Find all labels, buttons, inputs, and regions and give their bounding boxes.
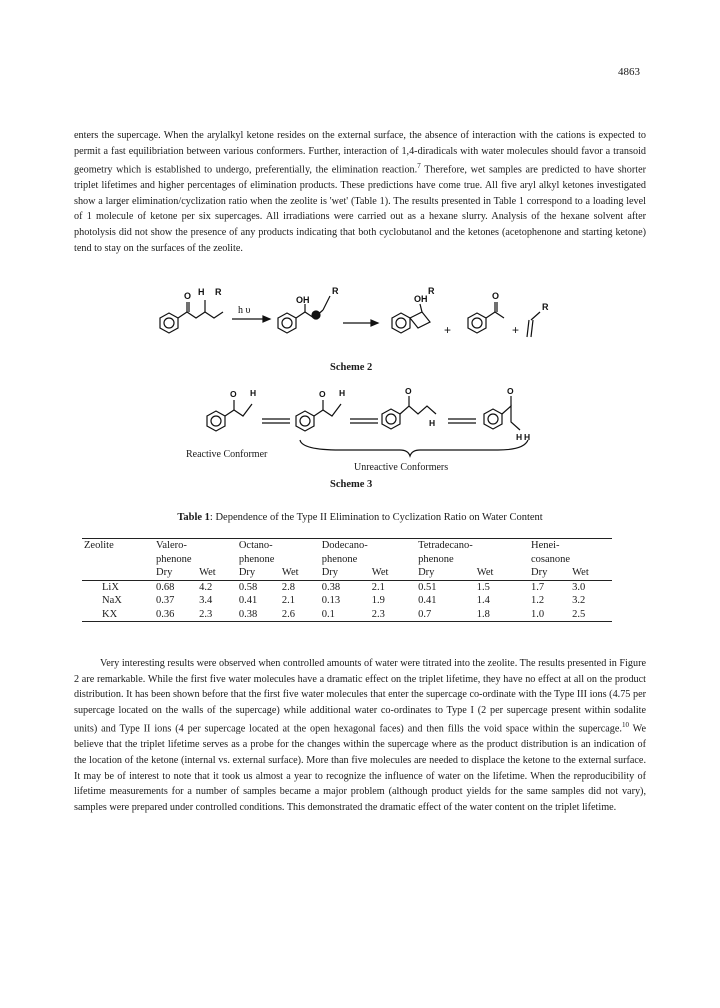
atom-label: O <box>492 291 500 301</box>
atom-label: R <box>215 287 222 297</box>
atom-label: O <box>184 291 192 301</box>
zeolite-header: Zeolite <box>82 539 154 553</box>
scheme-2-label: Scheme 2 <box>330 362 373 373</box>
value-cell: 0.37 <box>156 595 175 607</box>
body-paragraph-1 <box>74 128 646 256</box>
compound-header: phenone <box>156 553 192 565</box>
table-caption-text: : Dependence of the Type II Elimination to Cyclization Ratio on Water Content <box>209 512 543 523</box>
dry-header: Dry <box>416 566 475 580</box>
unreactive-brace <box>300 440 528 456</box>
atom-label: H <box>250 388 257 398</box>
value-cell: 0.36 <box>154 608 197 622</box>
conformer-molecule <box>207 400 252 431</box>
hv-label: h υ <box>238 305 251 316</box>
value-cell: 3.4 <box>199 595 213 607</box>
value-cell: 2.1 <box>371 581 385 593</box>
cyclobutanol-molecule <box>392 304 430 333</box>
reactive-conformer-label: Reactive Conformer <box>186 449 268 460</box>
zeolite-cell: NaX <box>102 595 122 607</box>
compound-header: Henei- <box>529 539 612 553</box>
value-cell: 1.7 <box>530 581 545 593</box>
wet-header: Wet <box>570 566 612 580</box>
conformer-molecule <box>382 396 436 429</box>
table-row <box>82 594 612 608</box>
atom-label: O <box>319 389 326 399</box>
reference-superscript: 7 <box>417 162 421 171</box>
value-cell: 3.0 <box>572 581 586 593</box>
table-caption <box>0 512 720 523</box>
paragraph-text: Therefore, wet samples are predicted to have shorter triplet lifetimes and higher percentages of elimination products. These predictions have come true. All five aryl alkyl ketones investigated show a larger elimination/cyclization ratio when the zeolite is 'wet' (Table 1). The results presented in Table 1 correspond to a loading level of 1 molecule of ketone per six supercages. All irradiations were carried out as a hexane slurry. Analysis of the hexane solvent after photolysis did not show the presence of any products indicating that both cyclobutanol and the ketones (acetophenone and starting ketone) tend to stay on the surfaces of the zeolite. <box>74 164 646 254</box>
conformer-molecule <box>484 396 520 430</box>
atom-label: OH <box>414 294 428 304</box>
value-cell: 2.6 <box>280 608 320 622</box>
compound-header: Valero- <box>154 539 237 553</box>
table-row <box>82 580 612 594</box>
table-subheader-row <box>82 566 612 580</box>
value-cell: 1.5 <box>476 581 490 593</box>
value-cell: 0.41 <box>418 595 437 607</box>
value-cell: 1.2 <box>530 595 545 607</box>
atom-label: O <box>507 386 514 396</box>
scheme-2-drawing <box>0 282 720 352</box>
compound-header: cosanone <box>530 553 571 565</box>
value-cell: 4.2 <box>199 581 213 593</box>
value-cell: 1.8 <box>475 608 529 622</box>
value-cell: 0.58 <box>238 581 258 593</box>
dry-header: Dry <box>237 566 280 580</box>
conformer-molecule <box>296 400 341 431</box>
compound-header: Dodecano- <box>320 539 416 553</box>
compound-header: phenone <box>418 553 454 565</box>
value-cell: 2.8 <box>281 581 296 593</box>
atom-label: R <box>428 286 435 296</box>
alkene-molecule <box>527 312 540 337</box>
page-number: 4863 <box>618 66 640 78</box>
unreactive-conformers-label: Unreactive Conformers <box>354 462 449 473</box>
compound-header: phenone <box>238 553 275 565</box>
atom-label: H <box>429 418 436 428</box>
plus-sign: + <box>512 323 520 337</box>
table-row <box>82 608 612 622</box>
reference-superscript: 10 <box>621 721 629 730</box>
table-header-row <box>82 539 612 553</box>
data-table <box>82 538 612 622</box>
dry-header: Dry <box>529 566 570 580</box>
value-cell: 0.51 <box>418 581 437 593</box>
compound-header: Tetradecano- <box>416 539 529 553</box>
dry-header: Dry <box>154 566 197 580</box>
wet-header: Wet <box>280 566 320 580</box>
atom-label: OH <box>296 295 310 305</box>
wet-header: Wet <box>370 566 416 580</box>
paragraph-text: enters the supercage. When the arylalkyl ketone resides on the external surface, the absence of interaction with the cations is expected to permit a fast equilibriation between various conformers. Further, interaction of 1,4-diradicals with water molecules should favor a transoid geometry which is established to undergo, preferentially, the elimination reaction. <box>74 130 646 176</box>
atom-label: H <box>198 287 205 297</box>
value-cell: 0.1 <box>320 608 370 622</box>
body-paragraph-2 <box>74 656 646 815</box>
value-cell: 0.38 <box>237 608 280 622</box>
table-header-row <box>82 553 612 567</box>
value-cell: 2.3 <box>197 608 237 622</box>
atom-label: O <box>405 386 412 396</box>
atom-label: O <box>230 389 237 399</box>
value-cell: 1.9 <box>371 595 385 607</box>
table-caption-number: Table 1 <box>177 512 210 523</box>
zeolite-cell: LiX <box>102 581 119 593</box>
atom-label: R <box>332 286 339 296</box>
acetophenone-molecule <box>468 302 504 333</box>
atom-label: H <box>524 432 531 442</box>
atom-label: H <box>339 388 346 398</box>
paragraph-text: Very interesting results were observed when controlled amounts of water were titrated into the zeolite. The results presented in Figure 2 are remarkable. While the first five water molecules have a dramatic effect on the triplet lifetime, they have no effect at all on the product distribution. It has been shown before that the first five water molecules that enter the supercage co-ordinate with the Type III ions (4.75 per supercage located on the walls of the supercage) while additional water co-ordinates to Type I (2 per supercage present within sodalite units) and Type II ions (4 per supercage located at the open hexagonal faces) and then fills the void space within the supercage. <box>74 658 646 735</box>
paragraph-text: We believe that the triplet lifetime serves as a probe for the changes within the supercage where as the product distribution is an indication of the location of the ketone (internal vs. external surface). More than five molecules are needed to displace the ketone to the external surface. It may be of interest to note that it took us almost a year to recognize the influence of water on the lifetime. When the reproducibility of lifetime measurements for a number of samples became a major problem (although product yields for the same samples did not vary), samples were prepared under controlled conditions. This demonstrated the dramatic effect of the water content on the triplet lifetime. <box>74 723 646 813</box>
value-cell: 0.41 <box>238 595 258 607</box>
wet-header: Wet <box>197 566 237 580</box>
dry-header: Dry <box>320 566 370 580</box>
value-cell: 3.2 <box>572 595 586 607</box>
zeolite-cell: KX <box>82 608 154 622</box>
value-cell: 1.4 <box>476 595 490 607</box>
value-cell: 1.0 <box>529 608 570 622</box>
value-cell: 0.68 <box>156 581 175 593</box>
value-cell: 0.38 <box>321 581 341 593</box>
value-cell: 0.13 <box>321 595 341 607</box>
value-cell: 0.7 <box>416 608 475 622</box>
value-cell: 2.1 <box>281 595 296 607</box>
atom-label: R <box>542 302 549 312</box>
value-cell: 2.5 <box>570 608 612 622</box>
compound-header: phenone <box>321 553 358 565</box>
compound-header: Octano- <box>237 539 320 553</box>
ketone-molecule <box>160 300 223 333</box>
plus-sign: + <box>444 323 452 337</box>
scheme-3-label: Scheme 3 <box>330 479 373 490</box>
scheme-3-drawing <box>0 384 720 464</box>
value-cell: 2.3 <box>370 608 416 622</box>
wet-header: Wet <box>475 566 529 580</box>
atom-label: H <box>516 432 523 442</box>
